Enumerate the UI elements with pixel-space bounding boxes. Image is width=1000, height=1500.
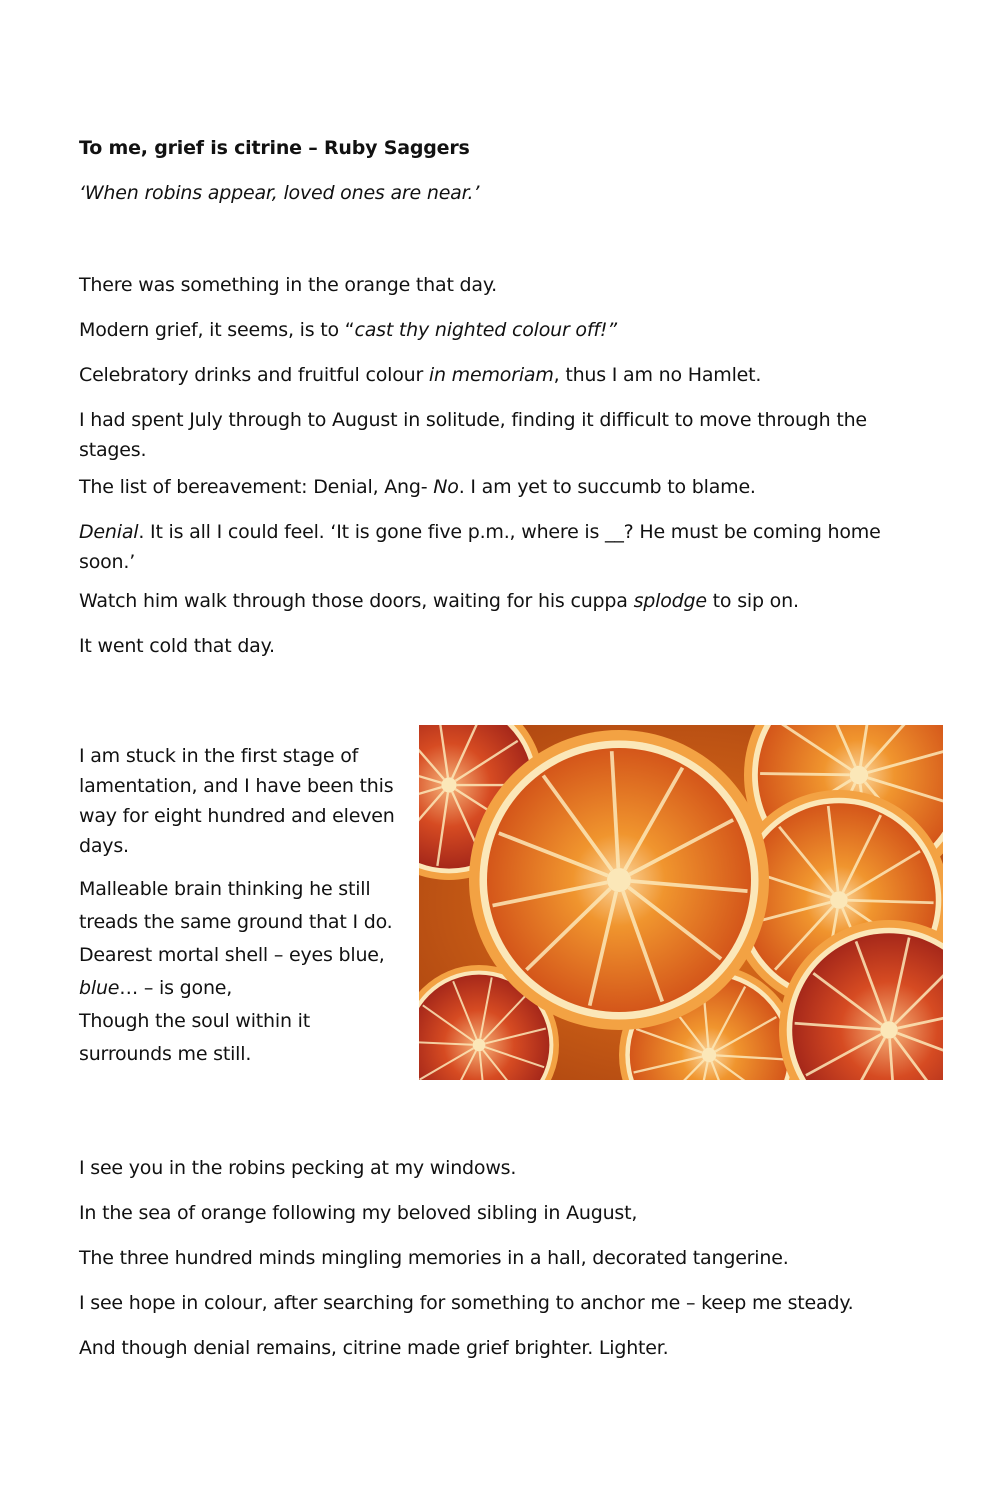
stanza1-line1: There was something in the orange that day. — [79, 274, 498, 296]
stanza3-line3: The three hundred minds mingling memories in a hall, decorated tangerine. — [79, 1247, 789, 1269]
text-run: Celebratory drinks and fruitful colour — [79, 364, 429, 386]
epigraph: ‘When robins appear, loved ones are near.’ — [79, 182, 480, 204]
stanza3-line2: In the sea of orange following my beloved sibling in August, — [79, 1202, 638, 1224]
article-title: To me, grief is citrine – Ruby Saggers — [79, 137, 470, 159]
verse-line — [79, 972, 409, 1005]
stanza1-line3 — [79, 360, 761, 390]
denial-italic: Denial — [79, 521, 139, 543]
orange-slices-image — [419, 725, 943, 1080]
text-run: to sip on. — [706, 590, 799, 612]
verse-line: treads the same ground that I do. — [79, 911, 393, 933]
orange-slice — [469, 730, 769, 1030]
stanza1-line8: It went cold that day. — [79, 635, 275, 657]
stanza1-line7 — [79, 586, 799, 616]
verse-line: Though the soul within it — [79, 1010, 310, 1032]
stanza1-line6 — [79, 517, 894, 577]
blue-italic: blue — [79, 977, 120, 999]
stanza1-line2 — [79, 315, 617, 345]
quote-italic: cast thy nighted colour off!” — [354, 319, 617, 341]
in-memoriam-italic: in memoriam — [428, 364, 554, 386]
text-run: The list of bereavement: Denial, Ang- — [79, 476, 434, 498]
stanza2-paragraph1: I am stuck in the first stage of lamentation, and I have been this way for eight hundred and eleven days. — [79, 745, 395, 857]
stanza1-line5 — [79, 472, 756, 502]
text-run: . It is all I could feel. ‘It is gone five p.m., where is __? He must be coming home soon.’ — [79, 521, 881, 573]
text-run: . I am yet to succumb to blame. — [458, 476, 756, 498]
text-run: Modern grief, it seems, is to “ — [79, 319, 355, 341]
stanza1-line4: I had spent July through to August in solitude, finding it difficult to move through the stages. — [79, 409, 867, 461]
text-run: … – is gone, — [119, 977, 233, 999]
no-italic: No — [433, 476, 459, 498]
splodge-italic: splodge — [633, 590, 707, 612]
stanza2-paragraph2 — [79, 873, 409, 1071]
stanza3-line5: And though denial remains, citrine made grief brighter. Lighter. — [79, 1337, 669, 1359]
stanza3-line4: I see hope in colour, after searching for something to anchor me – keep me steady. — [79, 1292, 854, 1314]
verse-line: surrounds me still. — [79, 1043, 252, 1065]
verse-line: Malleable brain thinking he still — [79, 878, 371, 900]
text-run: Watch him walk through those doors, waiting for his cuppa — [79, 590, 634, 612]
verse-line: Dearest mortal shell – eyes blue, — [79, 944, 385, 966]
orange-slices-illustration — [419, 725, 943, 1080]
stanza3-line1: I see you in the robins pecking at my windows. — [79, 1157, 517, 1179]
text-run: , thus I am no Hamlet. — [553, 364, 762, 386]
